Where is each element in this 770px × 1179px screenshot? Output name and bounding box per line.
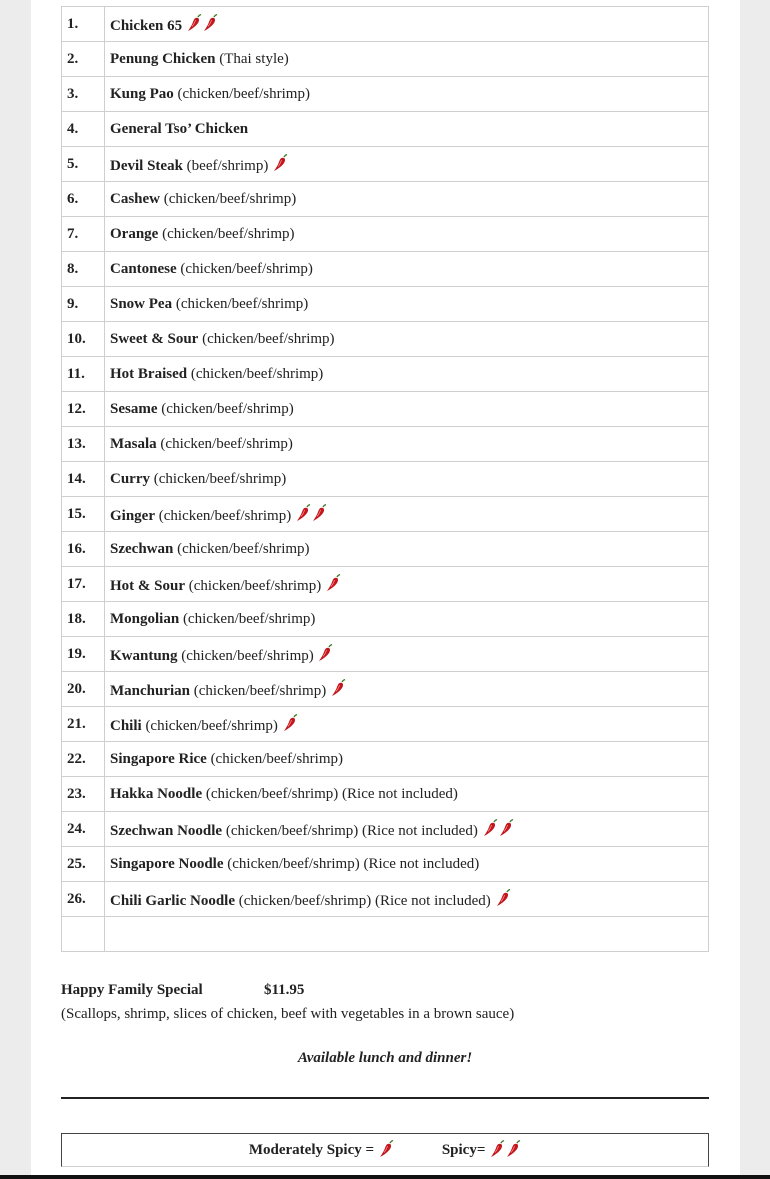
menu-row: [62, 182, 709, 217]
item-number: 20.: [62, 672, 105, 707]
item-cell: [105, 322, 709, 357]
item-name: Snow Pea: [110, 295, 173, 312]
menu-row: [62, 497, 709, 532]
menu-row: [62, 427, 709, 462]
menu-row: [62, 392, 709, 427]
menu-row: [62, 707, 709, 742]
item-cell: [105, 287, 709, 322]
menu-row: [62, 42, 709, 77]
item-name: Mongolian: [110, 610, 180, 627]
item-description: (chicken/beef/shrimp): [175, 295, 309, 312]
item-cell: [105, 252, 709, 287]
menu-row: [62, 462, 709, 497]
menu-row: [62, 672, 709, 707]
item-number: 14.: [62, 462, 105, 497]
chili-pepper-icon: [379, 1140, 394, 1158]
legend-spicy-peppers: [489, 1140, 521, 1161]
menu-row: [62, 217, 709, 252]
item-description: (chicken/beef/shrimp): [202, 330, 335, 347]
menu-row: [62, 742, 709, 777]
item-name: General Tso’ Chicken: [110, 120, 249, 137]
item-name: Singapore Noodle: [110, 855, 224, 872]
item-name: Hot & Sour: [110, 577, 185, 594]
chili-pepper-icon: [187, 14, 202, 32]
item-description: (chicken/beef/shrimp) (Rice not included): [225, 822, 478, 839]
item-cell: [105, 217, 709, 252]
item-name: Kwantung: [110, 647, 178, 664]
item-cell: [105, 427, 709, 462]
legend-moderate-peppers: [378, 1140, 394, 1161]
menu-row: [62, 637, 709, 672]
item-description: (chicken/beef/shrimp) (Rice not included): [227, 855, 480, 872]
item-number: 4.: [62, 112, 105, 147]
item-number: 25.: [62, 847, 105, 882]
item-name: Hakka Noodle: [110, 785, 203, 802]
item-description: (beef/shrimp): [186, 157, 269, 174]
item-cell: [105, 497, 709, 532]
item-cell: [105, 602, 709, 637]
item-description: (chicken/beef/shrimp): [190, 365, 324, 382]
menu-row: [62, 147, 709, 182]
item-name: Manchurian: [110, 682, 191, 699]
item-number: 21.: [62, 707, 105, 742]
bottom-edge: [0, 1175, 770, 1179]
item-cell: [105, 77, 709, 112]
item-number: 10.: [62, 322, 105, 357]
item-cell: [105, 357, 709, 392]
menu-row: [62, 112, 709, 147]
chili-pepper-icon: [283, 714, 298, 732]
item-name: Szechwan Noodle: [110, 822, 223, 839]
item-name: Cantonese: [110, 260, 177, 277]
item-number: 15.: [62, 497, 105, 532]
item-name: Sweet & Sour: [110, 330, 199, 347]
availability-note: Available lunch and dinner!: [297, 1050, 473, 1066]
item-number: 7.: [62, 217, 105, 252]
item-name: Singapore Rice: [110, 750, 207, 767]
item-description: (chicken/beef/shrimp) (Rice not included): [238, 892, 491, 909]
item-description: (chicken/beef/shrimp): [180, 260, 313, 277]
item-cell: [105, 392, 709, 427]
item-name: Cashew: [110, 190, 161, 207]
special-price: $11.95: [264, 982, 305, 998]
item-description: (Thai style): [219, 50, 289, 67]
item-number: 24.: [62, 812, 105, 847]
item-cell: [105, 672, 709, 707]
item-description: (chicken/beef/shrimp): [163, 190, 297, 207]
item-cell: [105, 707, 709, 742]
spice-legend: [61, 1133, 709, 1167]
item-cell: [105, 532, 709, 567]
menu-row: [62, 357, 709, 392]
item-number: 9.: [62, 287, 105, 322]
item-number: 13.: [62, 427, 105, 462]
item-number: 26.: [62, 882, 105, 917]
chili-pepper-icon: [296, 504, 311, 522]
chili-pepper-icon: [318, 644, 333, 662]
item-name: Szechwan: [110, 540, 174, 557]
item-cell: [105, 567, 709, 602]
item-cell: [105, 7, 709, 42]
menu-row: [62, 77, 709, 112]
item-number: 23.: [62, 777, 105, 812]
item-description: (chicken/beef/shrimp): [160, 435, 293, 452]
item-number: 8.: [62, 252, 105, 287]
item-number: 17.: [62, 567, 105, 602]
item-number: 18.: [62, 602, 105, 637]
item-number: 16.: [62, 532, 105, 567]
special-description: (Scallops, shrimp, slices of chicken, beef with vegetables in a brown sauce): [61, 1006, 515, 1022]
empty-row: [62, 917, 709, 952]
chili-pepper-icon: [506, 1140, 521, 1158]
menu-row: [62, 532, 709, 567]
item-name: Masala: [110, 435, 157, 452]
chili-pepper-icon: [490, 1140, 505, 1158]
item-description: (chicken/beef/shrimp): [158, 507, 292, 524]
item-cell: [105, 147, 709, 182]
item-cell: [105, 112, 709, 147]
item-cell: [105, 42, 709, 77]
menu-row: [62, 602, 709, 637]
item-number: 11.: [62, 357, 105, 392]
chili-pepper-icon: [273, 154, 288, 172]
menu-row: [62, 7, 709, 42]
item-name: Curry: [110, 470, 150, 487]
item-description: (chicken/beef/shrimp): [188, 577, 322, 594]
item-name: Chicken 65: [110, 17, 183, 34]
item-number: 19.: [62, 637, 105, 672]
item-description: (chicken/beef/shrimp): [177, 85, 310, 102]
item-name: Penung Chicken: [110, 50, 216, 67]
item-name: Kung Pao: [110, 85, 174, 102]
item-cell: [105, 742, 709, 777]
item-name: Ginger: [110, 507, 155, 524]
happy-family-special: [61, 978, 514, 1026]
item-cell: [105, 777, 709, 812]
item-description: (chicken/beef/shrimp): [162, 225, 295, 242]
item-cell: [105, 847, 709, 882]
menu-row: [62, 567, 709, 602]
item-number: 1.: [62, 7, 105, 42]
item-name: Hot Braised: [110, 365, 188, 382]
item-cell: [105, 637, 709, 672]
special-title: Happy Family Special: [61, 982, 203, 998]
legend-moderate-label: Moderately Spicy =: [248, 1141, 375, 1158]
item-cell: [105, 182, 709, 217]
item-name: Devil Steak: [110, 157, 183, 174]
chili-pepper-icon: [331, 679, 346, 697]
menu-row: [62, 812, 709, 847]
menu-row: [62, 882, 709, 917]
item-description: (chicken/beef/shrimp): [182, 610, 316, 627]
item-description: (chicken/beef/shrimp): [193, 682, 327, 699]
item-description: (chicken/beef/shrimp): [210, 750, 344, 767]
item-name: Chili: [110, 717, 142, 734]
item-number: 6.: [62, 182, 105, 217]
item-name: Chili Garlic Noodle: [110, 892, 235, 909]
item-cell: [105, 462, 709, 497]
item-cell: [105, 882, 709, 917]
item-name: Orange: [110, 225, 159, 242]
item-cell: [105, 812, 709, 847]
legend-spicy-label: Spicy=: [441, 1141, 486, 1158]
menu-table: [61, 6, 709, 952]
item-number: 3.: [62, 77, 105, 112]
item-description: (chicken/beef/shrimp): [177, 540, 310, 557]
item-description: (chicken/beef/shrimp): [181, 647, 314, 664]
chili-pepper-icon: [203, 14, 218, 32]
chili-pepper-icon: [312, 504, 327, 522]
menu-row: [62, 252, 709, 287]
item-description: (chicken/beef/shrimp) (Rice not included): [205, 785, 458, 802]
item-number: 5.: [62, 147, 105, 182]
menu-row: [62, 847, 709, 882]
item-number: 2.: [62, 42, 105, 77]
divider: [61, 1097, 709, 1099]
item-description: (chicken/beef/shrimp): [153, 470, 287, 487]
item-number: 12.: [62, 392, 105, 427]
item-number: 22.: [62, 742, 105, 777]
item-description: (chicken/beef/shrimp): [145, 717, 278, 734]
chili-pepper-icon: [326, 574, 341, 592]
item-description: (chicken/beef/shrimp): [161, 400, 294, 417]
chili-pepper-icon: [499, 819, 514, 837]
menu-row: [62, 287, 709, 322]
item-name: Sesame: [110, 400, 158, 417]
chili-pepper-icon: [483, 819, 498, 837]
chili-pepper-icon: [496, 889, 511, 907]
menu-row: [62, 322, 709, 357]
menu-row: [62, 777, 709, 812]
